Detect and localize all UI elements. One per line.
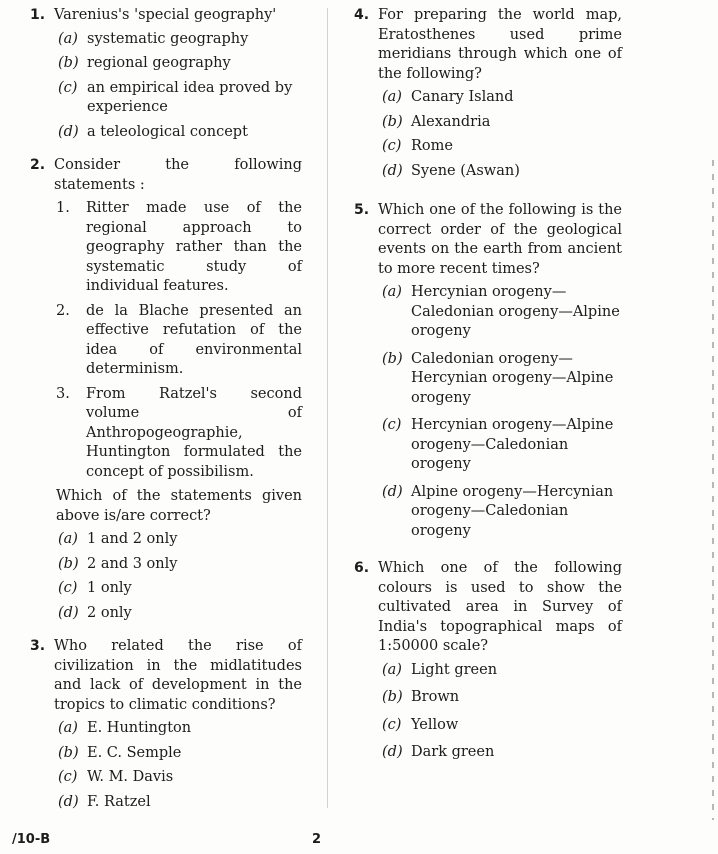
option-text: Alpine orogeny—Hercynian orogeny—Caledonian orogeny (411, 483, 614, 539)
question-number: 4. (354, 7, 370, 23)
option-text: Syene (Aswan) (411, 162, 520, 179)
option-b[interactable] (58, 555, 302, 575)
option-label: (d) (382, 162, 403, 179)
option-text: 2 only (87, 604, 132, 621)
option-label: (a) (382, 661, 402, 678)
statement-text: Ritter made use of the regional approach to geography rather than the systematic study of individual features. (86, 200, 302, 294)
question-number: 6. (354, 560, 370, 576)
option-text: Yellow (411, 716, 459, 733)
option-a[interactable] (382, 88, 622, 108)
question-3 (30, 637, 302, 812)
option-text: E. C. Semple (87, 744, 182, 761)
option-text: a teleological concept (87, 123, 248, 140)
statement-text: de la Blache presented an effective refutation of the idea of environmental determinism. (86, 302, 302, 377)
question-number: 5. (354, 202, 370, 218)
options-list (58, 719, 302, 812)
options-list (382, 661, 622, 763)
question-number: 2. (30, 157, 46, 173)
option-b[interactable] (382, 350, 622, 409)
question-text: Varenius's 'special geography' (54, 7, 277, 23)
option-text: Hercynian orogeny—Caledonian orogeny—Alpine orogeny (411, 284, 620, 339)
statement-number: 2. (56, 302, 70, 319)
option-a[interactable] (58, 530, 302, 550)
question-number: 3. (30, 638, 46, 654)
option-label: (a) (58, 531, 78, 547)
option-text: Canary Island (411, 89, 514, 105)
question-text: For preparing the world map, Eratosthenes used prime meridians through which one of the following? (378, 7, 622, 82)
option-label: (c) (382, 138, 402, 154)
option-label: (d) (58, 123, 79, 140)
statement-text: From Ratzel's second volume of Anthropogeographie, Huntington formulated the concept of possibilism. (86, 385, 302, 480)
option-d[interactable] (58, 604, 302, 624)
option-text: W. M. Davis (87, 769, 174, 785)
option-c[interactable] (58, 768, 302, 788)
option-a[interactable] (58, 30, 302, 50)
option-label: (c) (382, 716, 402, 733)
option-text: 1 and 2 only (87, 531, 178, 547)
options-list (58, 530, 302, 623)
question-1 (30, 6, 302, 142)
option-d[interactable] (58, 123, 302, 143)
option-a[interactable] (58, 719, 302, 739)
option-a[interactable] (382, 283, 622, 342)
right-column (354, 6, 622, 768)
option-c[interactable] (382, 716, 622, 736)
statement-number: 1. (56, 200, 70, 216)
statement-2 (56, 302, 302, 380)
question-text: Consider the following statements : (54, 157, 302, 193)
statement-1 (56, 199, 302, 297)
left-column (30, 6, 302, 817)
option-text: Hercynian orogeny—Alpine orogeny—Caledonian orogeny (411, 417, 614, 472)
option-text: Light green (411, 661, 498, 678)
option-d[interactable] (382, 743, 622, 763)
question-text: Which one of the following colours is used to show the cultivated area in Survey of India's topographical maps of 1:50000 scale? (378, 560, 622, 654)
option-label: (c) (58, 580, 78, 596)
option-label: (d) (382, 483, 403, 500)
option-label: (a) (58, 30, 78, 47)
option-label: (a) (382, 89, 402, 105)
question-6 (354, 559, 622, 763)
question-prompt: Which of the statements given above is/are correct? (56, 488, 302, 524)
option-text: Brown (411, 689, 460, 705)
option-text: Caledonian orogeny—Hercynian orogeny—Alpine orogeny (411, 350, 614, 406)
option-b[interactable] (382, 688, 622, 708)
option-label: (a) (382, 284, 402, 300)
statements-list (56, 199, 302, 482)
option-a[interactable] (382, 661, 622, 681)
column-divider (327, 8, 328, 808)
statement-3 (56, 385, 302, 483)
option-label: (c) (58, 769, 78, 785)
option-c[interactable] (58, 579, 302, 599)
option-label: (a) (58, 720, 78, 736)
option-text: 2 and 3 only (87, 555, 178, 572)
option-text: 1 only (87, 580, 132, 596)
option-label: (c) (58, 79, 78, 96)
question-number: 1. (30, 7, 46, 23)
option-label: (b) (382, 689, 403, 705)
option-label: (b) (382, 350, 403, 367)
question-4 (354, 6, 622, 181)
options-list (58, 30, 302, 143)
options-list (382, 283, 622, 541)
option-label: (b) (58, 55, 79, 71)
option-d[interactable] (382, 162, 622, 182)
question-text: Who related the rise of civilization in the midlatitudes and lack of development in the tropics to climatic conditions? (54, 638, 302, 713)
option-label: (d) (58, 793, 79, 810)
option-text: F. Ratzel (87, 793, 151, 810)
option-d[interactable] (58, 793, 302, 813)
page-number: 2 (312, 832, 322, 847)
option-text: Alexandria (411, 113, 491, 130)
page-edge-mark (712, 160, 714, 820)
option-c[interactable] (58, 79, 302, 118)
options-list (382, 88, 622, 181)
option-label: (d) (58, 604, 79, 621)
option-text: E. Huntington (87, 720, 192, 736)
option-text: systematic geography (87, 30, 249, 47)
option-label: (b) (382, 113, 403, 130)
option-d[interactable] (382, 483, 622, 542)
option-label: (b) (58, 744, 79, 761)
question-5 (354, 201, 622, 541)
option-b[interactable] (58, 744, 302, 764)
option-label: (d) (382, 744, 403, 760)
option-text: an empirical idea proved by experience (87, 79, 293, 115)
option-c[interactable] (382, 416, 622, 475)
option-text: Rome (411, 138, 453, 154)
option-b[interactable] (58, 54, 302, 74)
statement-number: 3. (56, 385, 70, 402)
question-text: Which one of the following is the correct order of the geological events on the earth from ancient to more recent times? (378, 202, 622, 277)
paper-code: /10-B (12, 832, 51, 847)
option-b[interactable] (382, 113, 622, 133)
option-text: Dark green (411, 744, 495, 760)
option-label: (c) (382, 417, 402, 433)
option-text: regional geography (87, 55, 231, 71)
option-c[interactable] (382, 137, 622, 157)
question-2 (30, 156, 302, 623)
option-label: (b) (58, 555, 79, 572)
